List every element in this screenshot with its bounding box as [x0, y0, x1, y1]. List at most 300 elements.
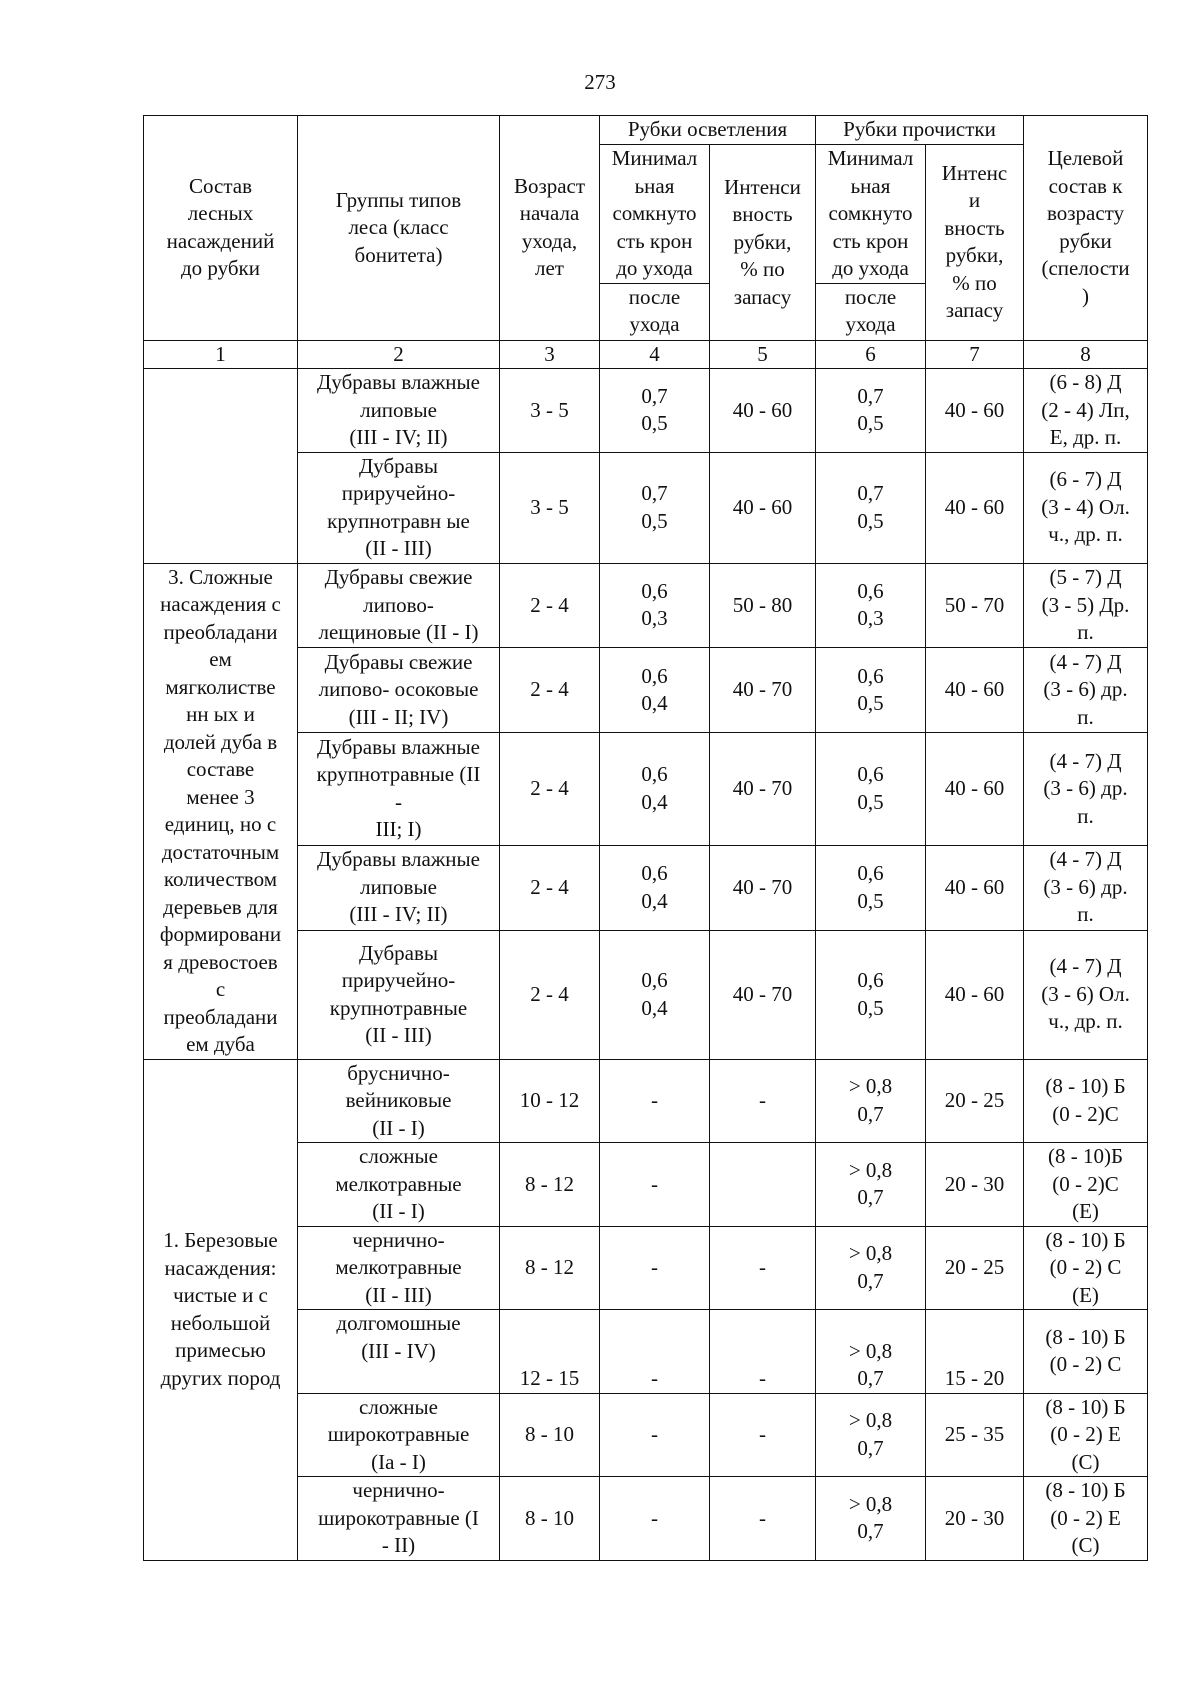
cell-line: сложные	[359, 1394, 438, 1419]
column-number: 8	[1024, 340, 1148, 369]
cell-line: - II)	[381, 1533, 416, 1557]
cell-line: (III - IV; II)	[349, 425, 448, 449]
cell-line: количеством	[163, 867, 278, 891]
intensity-clearing-cell: 40 - 70	[710, 648, 816, 733]
cell-line: запасу	[733, 284, 792, 309]
cell-line: -	[651, 1505, 658, 1530]
cell-line: липово-	[363, 592, 434, 617]
cell-line: долей дуба в	[163, 729, 278, 754]
cell-line	[300, 1365, 497, 1393]
closure-cleaning-cell	[816, 845, 926, 930]
cell-line: чернично-	[352, 1227, 445, 1252]
start-age-cell: 3 - 5	[500, 452, 600, 563]
cell-line: составе	[186, 757, 255, 781]
cell-line: (3 - 6) др.	[1043, 677, 1128, 702]
cell-line: (6 - 7) Д	[1049, 467, 1122, 492]
cell-line: (3 - 5) Др.	[1041, 592, 1130, 617]
cell-line: 0,5	[641, 508, 668, 533]
header-forest-groups	[298, 116, 500, 341]
cell-line: (Е)	[1072, 1199, 1099, 1223]
cell-line: (III - IV)	[361, 1338, 436, 1363]
cell-line: Минимал	[611, 146, 698, 170]
start-age-cell: 2 - 4	[500, 930, 600, 1059]
cell-line: (0 - 2) С	[1049, 1352, 1122, 1377]
cell-line: 0,3	[857, 606, 884, 631]
cell-line: (0 - 2)С	[1052, 1101, 1119, 1126]
start-age-cell: 2 - 4	[500, 648, 600, 733]
closure-clearing-cell	[600, 563, 710, 648]
cell-line: (II - III)	[365, 1023, 432, 1048]
table-body	[144, 369, 1148, 1561]
intensity-clearing-cell: 40 - 70	[710, 733, 816, 846]
intensity-clearing-cell: 40 - 70	[710, 845, 816, 930]
cell-line: 0,6	[857, 861, 884, 886]
cell-line: 0,7	[641, 383, 668, 408]
intensity-cleaning-cell: 50 - 70	[926, 563, 1024, 648]
cell-line: чернично-	[352, 1478, 445, 1502]
cell-line: п.	[1077, 704, 1094, 729]
cell-line: (2 - 4) Лп,	[1041, 397, 1130, 422]
closure-clearing-cell	[600, 1393, 710, 1477]
cell-line: после	[628, 284, 681, 309]
cell-line: до рубки	[180, 256, 260, 281]
closure-cleaning-cell	[816, 648, 926, 733]
cell-line: )	[1082, 283, 1090, 308]
intensity-clearing-cell: -	[710, 1310, 816, 1394]
cell-line: сть крон	[832, 228, 909, 253]
cell-line: ухода	[845, 312, 896, 336]
cell-line: насаждений	[166, 228, 275, 253]
cell-line: 0,6	[857, 578, 884, 603]
cell-line: липовые	[360, 874, 437, 899]
target-composition-cell	[1024, 733, 1148, 846]
cell-line: 0,7	[857, 1185, 884, 1210]
cell-line: ем	[209, 647, 232, 671]
closure-cleaning-cell	[816, 1143, 926, 1227]
intensity-clearing-cell: 40 - 60	[710, 369, 816, 453]
header-min-closure-cleaning	[816, 145, 926, 284]
cell-line: сть крон	[616, 228, 693, 253]
intensity-cleaning-cell: 20 - 25	[926, 1226, 1024, 1310]
forest-type-cell	[298, 563, 500, 648]
target-composition-cell	[1024, 1226, 1148, 1310]
cell-line: приручейно-	[341, 968, 456, 993]
forest-type-cell	[298, 1393, 500, 1477]
forest-type-cell	[298, 369, 500, 453]
page-number: 273	[584, 70, 616, 94]
cell-line: единиц, но с	[164, 812, 277, 836]
cell-line: 0,4	[641, 691, 668, 716]
cell-line: 0,6	[641, 968, 668, 993]
closure-cleaning-cell	[816, 1393, 926, 1477]
cell-line: нн ых и	[186, 702, 255, 726]
forest-type-cell	[298, 1059, 500, 1143]
closure-cleaning-cell	[816, 1477, 926, 1561]
cell-line: -	[651, 1422, 658, 1446]
cell-line: деревьев для	[163, 894, 278, 919]
cell-line: 0,4	[641, 789, 668, 814]
cell-line: 0,5	[857, 888, 884, 913]
closure-cleaning-cell	[816, 369, 926, 453]
cell-line: 0,7	[641, 481, 668, 505]
target-composition-cell	[1024, 1393, 1148, 1477]
cell-line: (II - III)	[365, 536, 432, 560]
cell-line: 0,6	[641, 762, 668, 787]
column-numbers-row	[144, 340, 1148, 369]
cell-line: сомкнуто	[612, 201, 697, 225]
cell-line: бонитета)	[354, 242, 443, 267]
cell-line: других пород	[160, 1365, 281, 1390]
cell-line: (С)	[1071, 1449, 1100, 1474]
cell-line: (3 - 6) Ол.	[1041, 981, 1130, 1006]
target-composition-cell	[1024, 1477, 1148, 1561]
cell-line: долгомошные	[336, 1311, 461, 1335]
cell-line: > 0,8	[848, 1241, 893, 1266]
forest-type-cell	[298, 1310, 500, 1394]
header-intensity-cleaning	[926, 145, 1024, 341]
cell-line: 0,7	[857, 383, 884, 408]
cell-line: п.	[1077, 902, 1094, 927]
cell-line: (С)	[1071, 1533, 1100, 1557]
column-number: 1	[144, 340, 298, 369]
composition-cell	[144, 563, 298, 1059]
cell-line: ем дуба	[186, 1032, 255, 1056]
forest-type-cell	[298, 648, 500, 733]
intensity-clearing-cell: -	[710, 1226, 816, 1310]
cell-line: 3. Сложные	[168, 564, 273, 589]
cell-line: 0,7	[857, 1101, 884, 1126]
cell-line: п.	[1077, 803, 1094, 828]
cell-line: менее 3	[186, 784, 255, 809]
cell-line: (III - IV; II)	[349, 902, 448, 927]
cell-line: рубки,	[733, 229, 792, 254]
cell-line: > 0,8	[848, 1338, 893, 1363]
cell-line: Группы типов	[335, 187, 462, 212]
start-age-cell: 8 - 10	[500, 1393, 600, 1477]
intensity-clearing-cell: 50 - 80	[710, 563, 816, 648]
cell-line: % по	[740, 257, 785, 281]
closure-clearing-cell	[600, 1310, 710, 1394]
cell-line: Возраст	[513, 173, 586, 198]
start-age-cell: 2 - 4	[500, 733, 600, 846]
forest-type-cell	[298, 930, 500, 1059]
cell-line: преобладани	[163, 619, 278, 644]
closure-clearing-cell	[600, 648, 710, 733]
cell-line: ч., др. п.	[1048, 1009, 1123, 1034]
cell-line: до ухода	[616, 256, 693, 280]
cell-line: Минимал	[827, 146, 914, 170]
cell-line: (3 - 6) др.	[1043, 776, 1128, 801]
start-age-cell: 12 - 15	[500, 1310, 600, 1394]
forest-type-cell	[298, 1143, 500, 1227]
cell-line: мелкотравные	[335, 1255, 462, 1279]
cell-line: крупнотравные	[329, 995, 468, 1020]
cell-line: 0,6	[641, 861, 668, 886]
intensity-cleaning-cell: 25 - 35	[926, 1393, 1024, 1477]
closure-cleaning-cell	[816, 452, 926, 563]
cell-line: формировани	[159, 922, 282, 946]
cell-line: 0,6	[857, 762, 884, 787]
intensity-cleaning-cell: 40 - 60	[926, 452, 1024, 563]
closure-clearing-cell	[600, 930, 710, 1059]
cell-line: -	[651, 1366, 658, 1390]
closure-clearing-cell	[600, 733, 710, 846]
intensity-clearing-cell: -	[710, 1477, 816, 1561]
closure-clearing-cell	[600, 1143, 710, 1227]
intensity-cleaning-cell: 40 - 60	[926, 648, 1024, 733]
cell-line: липовые	[360, 397, 437, 422]
cell-line: запасу	[945, 298, 1004, 323]
cell-line: ьная	[850, 173, 891, 198]
cell-line: 0,6	[857, 663, 884, 688]
cell-line: (8 - 10) Б	[1045, 1227, 1126, 1252]
cell-line: (3 - 4) Ол.	[1041, 494, 1130, 519]
cell-line: (0 - 2)С	[1052, 1171, 1119, 1196]
forest-type-cell	[298, 1226, 500, 1310]
cell-line: лет	[535, 256, 564, 281]
cell-line: > 0,8	[848, 1408, 893, 1433]
cell-line: (6 - 8) Д	[1049, 370, 1122, 394]
cell-line: 0,6	[857, 968, 884, 993]
cell-line: крупнотравн ые	[327, 508, 470, 533]
cell-line: 1. Березовые	[163, 1228, 278, 1252]
start-age-cell: 3 - 5	[500, 369, 600, 453]
cell-line: чистые и с	[173, 1283, 268, 1307]
header-min-closure-clearing	[600, 145, 710, 284]
cell-line: небольшой	[170, 1310, 271, 1335]
cell-line: -	[395, 789, 402, 814]
cell-line: до ухода	[832, 256, 909, 280]
cell-line: рубки	[1059, 228, 1112, 253]
cell-line: (4 - 7) Д	[1049, 954, 1122, 979]
intensity-cleaning-cell: 40 - 60	[926, 733, 1024, 846]
cell-line: Дубравы влажные	[317, 734, 480, 759]
cell-line: широкотравные (I	[318, 1505, 479, 1530]
cell-line: Интенси	[724, 174, 801, 199]
closure-cleaning-cell	[816, 563, 926, 648]
closure-cleaning-cell	[816, 930, 926, 1059]
cell-line: -	[651, 1255, 658, 1279]
cell-line: (4 - 7) Д	[1049, 748, 1122, 773]
cell-line: Дубравы влажные	[317, 370, 480, 394]
cell-line: (8 - 10) Б	[1045, 1478, 1126, 1502]
closure-cleaning-cell	[816, 1310, 926, 1394]
cell-line: 0,5	[857, 411, 884, 436]
forest-type-cell	[298, 1477, 500, 1561]
cell-line: Дубравы свежие	[324, 565, 473, 590]
forest-type-cell	[298, 452, 500, 563]
cell-line: -	[651, 1171, 658, 1196]
cell-line: достаточным	[161, 839, 280, 864]
cell-line: 0,7	[857, 1435, 884, 1460]
cell-line: широкотравные	[327, 1422, 470, 1446]
table-row	[144, 369, 1148, 453]
start-age-cell: 8 - 12	[500, 1226, 600, 1310]
target-composition-cell	[1024, 845, 1148, 930]
cell-line: Дубравы влажные	[317, 847, 480, 872]
header-intensity-clearing	[710, 145, 816, 341]
intensity-cleaning-cell: 40 - 60	[926, 845, 1024, 930]
closure-clearing-cell	[600, 369, 710, 453]
cell-line: (Ia - I)	[371, 1449, 426, 1474]
cell-line: (II - I)	[372, 1115, 425, 1140]
cell-line: Дубравы	[358, 453, 439, 478]
cell-line: брусничнo-	[347, 1060, 450, 1085]
cell-line: вность	[944, 215, 1005, 240]
cell-line: (3 - 6) др.	[1043, 874, 1128, 899]
cell-line: с	[215, 977, 226, 1001]
intensity-clearing-cell: 40 - 70	[710, 930, 816, 1059]
cell-line: Состав	[188, 173, 253, 198]
column-number: 5	[710, 340, 816, 369]
cell-line: лесных	[187, 201, 254, 226]
column-number: 6	[816, 340, 926, 369]
header-after-care-clearing	[600, 283, 710, 340]
start-age-cell: 8 - 12	[500, 1143, 600, 1227]
cell-line: ухода,	[521, 228, 578, 253]
cell-line: (спелости	[1041, 256, 1130, 281]
cell-line: 0,6	[641, 578, 668, 603]
start-age-cell: 2 - 4	[500, 845, 600, 930]
cell-line: Дубравы свежие	[324, 649, 473, 674]
cell-line: примесью	[175, 1338, 266, 1362]
closure-clearing-cell	[600, 1477, 710, 1561]
cell-line: > 0,8	[848, 1074, 893, 1099]
cell-line: III; I)	[375, 817, 422, 842]
intensity-cleaning-cell: 20 - 30	[926, 1143, 1024, 1227]
cell-line: 0,7	[857, 1519, 884, 1544]
cell-line: (8 - 10) Б	[1045, 1074, 1126, 1099]
cell-line: 0,5	[857, 508, 884, 533]
intensity-clearing-cell	[710, 1143, 816, 1227]
forest-care-table	[143, 115, 1148, 1561]
cell-line: леса (класс	[348, 215, 449, 239]
cell-line: Дубравы	[358, 940, 439, 965]
target-composition-cell	[1024, 452, 1148, 563]
column-number: 3	[500, 340, 600, 369]
table-header	[144, 116, 1148, 369]
cell-line: (0 - 2) С	[1049, 1255, 1122, 1279]
cell-line: 0,7	[857, 1268, 884, 1293]
closure-clearing-cell	[600, 1226, 710, 1310]
cell-line: мелкотравные	[335, 1171, 462, 1196]
intensity-cleaning-cell: 15 - 20	[926, 1310, 1024, 1394]
cell-line: Интенс	[941, 160, 1008, 185]
cell-line: 0,7	[857, 481, 884, 505]
cell-line: ьная	[634, 173, 675, 198]
header-composition	[144, 116, 298, 341]
cell-line: 0,5	[857, 789, 884, 814]
header-cleaning-cuts: Рубки прочистки	[816, 116, 1024, 145]
cell-line: ч., др. п.	[1048, 522, 1123, 547]
cell-line: 0,5	[641, 411, 668, 436]
cell-line: п.	[1077, 620, 1094, 645]
cell-line: (0 - 2) Е	[1050, 1505, 1121, 1530]
cell-line: 0,5	[857, 691, 884, 716]
cell-line: сложные	[359, 1144, 438, 1168]
table-row	[144, 563, 1148, 648]
target-composition-cell	[1024, 1059, 1148, 1143]
cell-line: > 0,8	[848, 1157, 893, 1182]
intensity-cleaning-cell: 20 - 30	[926, 1477, 1024, 1561]
closure-clearing-cell	[600, 1059, 710, 1143]
column-number: 7	[926, 340, 1024, 369]
cell-line: после	[844, 284, 897, 309]
cell-line: липово- осоковые	[318, 677, 479, 702]
composition-cell	[144, 369, 298, 564]
intensity-clearing-cell: -	[710, 1393, 816, 1477]
intensity-cleaning-cell: 40 - 60	[926, 369, 1024, 453]
cell-line: Целевой	[1047, 146, 1124, 171]
cell-line: сомкнуто	[828, 201, 913, 225]
cell-line: 0,4	[641, 888, 668, 913]
cell-line: 0,7	[857, 1366, 884, 1390]
cell-line: % по	[952, 270, 997, 295]
start-age-cell: 10 - 12	[500, 1059, 600, 1143]
column-number: 2	[298, 340, 500, 369]
closure-cleaning-cell	[816, 1226, 926, 1310]
closure-cleaning-cell	[816, 733, 926, 846]
table-row	[144, 1059, 1148, 1143]
cell-line: преобладани	[163, 1004, 278, 1029]
cell-line: (8 - 10)Б	[1047, 1144, 1124, 1168]
header-after-care-cleaning	[816, 283, 926, 340]
cell-line: насаждения:	[164, 1255, 277, 1280]
cell-line: (III - II; IV)	[348, 704, 449, 729]
header-target-composition	[1024, 116, 1148, 341]
target-composition-cell	[1024, 563, 1148, 648]
cell-line: (Е)	[1072, 1282, 1099, 1307]
cell-line: вность	[732, 202, 793, 226]
cell-line: -	[651, 1088, 658, 1112]
target-composition-cell	[1024, 648, 1148, 733]
closure-clearing-cell	[600, 845, 710, 930]
cell-line: приручейно-	[341, 481, 456, 505]
closure-clearing-cell	[600, 452, 710, 563]
target-composition-cell	[1024, 930, 1148, 1059]
column-number: 4	[600, 340, 710, 369]
cell-line: Е, др. п.	[1049, 425, 1122, 449]
intensity-clearing-cell: 40 - 60	[710, 452, 816, 563]
cell-line: мягколистве	[165, 674, 276, 699]
header-clearing-cuts: Рубки осветления	[600, 116, 816, 145]
intensity-clearing-cell: -	[710, 1059, 816, 1143]
header-start-age	[500, 116, 600, 341]
cell-line: (II - III)	[365, 1282, 432, 1307]
cell-line: рубки,	[945, 243, 1004, 268]
cell-line: крупнотравные (II	[316, 762, 481, 787]
forest-type-cell	[298, 733, 500, 846]
target-composition-cell	[1024, 1143, 1148, 1227]
intensity-cleaning-cell: 20 - 25	[926, 1059, 1024, 1143]
cell-line: лещиновые (II - I)	[318, 620, 479, 645]
closure-cleaning-cell	[816, 1059, 926, 1143]
cell-line: (II - I)	[372, 1199, 425, 1223]
cell-line: 0,6	[641, 663, 668, 688]
cell-line: возрасту	[1046, 201, 1125, 226]
cell-line: 0,5	[857, 995, 884, 1020]
cell-line: 0,4	[641, 995, 668, 1020]
cell-line: > 0,8	[848, 1491, 893, 1516]
cell-line: я древостоев	[163, 949, 278, 974]
composition-cell	[144, 1059, 298, 1560]
start-age-cell: 2 - 4	[500, 563, 600, 648]
cell-line: (4 - 7) Д	[1049, 649, 1122, 674]
cell-line: ухода	[629, 312, 680, 336]
cell-line: начала	[519, 201, 580, 226]
cell-line: вейниковые	[345, 1088, 452, 1112]
forest-type-cell	[298, 845, 500, 930]
